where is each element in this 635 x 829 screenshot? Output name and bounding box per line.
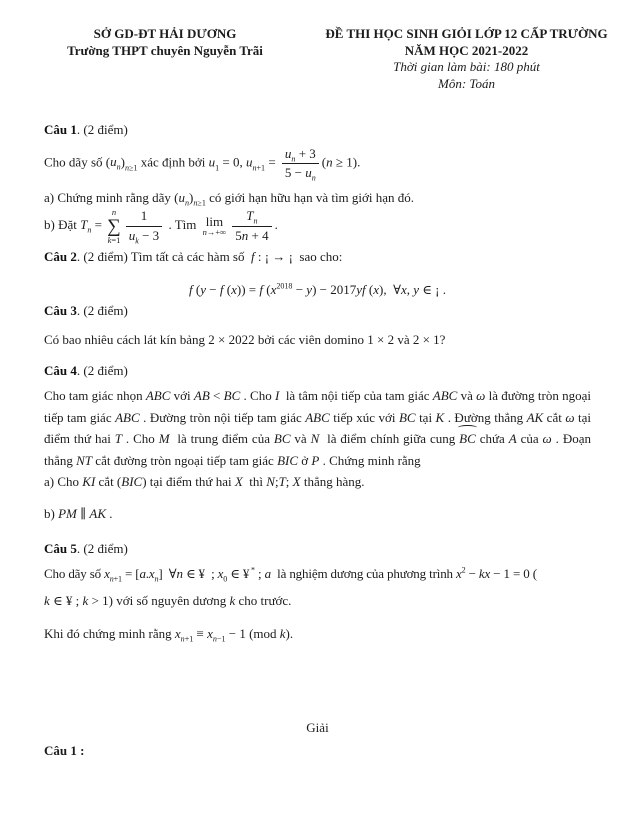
question-5-label: Câu 5 — [44, 540, 77, 556]
question-4-part-a: a) Cho KI cắt (BIC) tại điểm thứ hai X thì N;T; X thẳng hàng. — [44, 474, 365, 489]
question-4-label: Câu 4 — [44, 363, 77, 378]
question-3-points: . (2 điểm) — [76, 303, 128, 318]
question-1-heading — [44, 119, 591, 140]
exam-title: ĐỀ THI HỌC SINH GIỎI LỚP 12 CẤP TRƯỜNG — [325, 26, 608, 41]
question-2-heading — [44, 246, 591, 267]
question-1-part-b: b) Đặt $T_n$ = n ∑ k=1 $\frac{1}{u_k - 3}$ . Tìm lim n→+∞ $\frac{T_n}{5n + 4}$ . — [44, 207, 278, 246]
department-name: SỞ GD-ĐT HẢI DƯƠNG — [93, 26, 237, 41]
exam-body — [0, 119, 635, 761]
question-1-intro: Cho dãy số $(u_n)_{n\ge 1}$ xác định bởi $u_1 = 0$, $u_{n+1}$ = $\frac{u_n + 3}{5 - u_n}$ (n ≥ 1). — [44, 145, 361, 183]
question-5-points: . (2 điểm) — [76, 540, 128, 556]
question-4-statement: Cho tam giác nhọn ABC với AB < BC . Cho I là tâm nội tiếp của tam giác ABC và ω là đường tròn ngoại tiếp tam giác ABC . Đường tròn nội tiếp tam giác ABC tiếp xúc với BC tại K . Đường thẳng AK cắt ω tại điểm thứ hai T . Cho M là trung điểm của BC và N là điểm chính giữa cung BC chứa A của ω . Đoạn thẳng NT cắt đường tròn ngoại tiếp tam giác BIC ở P . Chứng minh rằng — [44, 388, 591, 468]
question-2-label: Câu 2 — [44, 249, 77, 264]
question-5-line-2: k ∈ ¥ ; k > 1) với số nguyên dương k cho trước. — [44, 592, 292, 608]
question-5-line-1: Cho dãy số $x_{n+1} = [a.x_n]$ ∀n ∈ ¥ ; $x_0$ ∈ ¥ * ; a là nghiệm dương của phương trình $x^2$ − kx − 1 = 0 ( — [44, 565, 537, 584]
document-header — [0, 0, 635, 93]
question-1-label: Câu 1 — [44, 121, 77, 137]
question-4-part-b: b) PM ∥ AK . — [44, 505, 113, 521]
question-3-label: Câu 3 — [44, 303, 77, 318]
exam-duration: Thời gian làm bài: 180 phút — [393, 59, 540, 75]
header-school-block — [22, 26, 308, 93]
header-exam-block — [308, 26, 625, 93]
exam-school-year: NĂM HỌC 2021-2022 — [404, 42, 529, 58]
question-4-points: . (2 điểm) — [76, 363, 128, 378]
question-3-heading — [44, 300, 591, 321]
question-1-points: . (2 điểm) — [76, 121, 128, 137]
question-1-part-a: a) Chứng minh rằng dãy $(u_n)_{n\ge 1}$ có giới hạn hữu hạn và tìm giới hạn đó. — [44, 190, 415, 208]
solution-section-label: Giải — [306, 719, 329, 735]
exam-subject: Môn: Toán — [438, 75, 495, 91]
question-4-heading — [44, 360, 591, 381]
question-2-equation: f (y − f (x)) = f $(x^{2018} - y) - 2017yf$ (x), ∀x, y ∈ ¡ . — [189, 281, 446, 297]
school-name: Trường THPT chuyên Nguyễn Trãi — [67, 42, 263, 58]
solution-question-1-label: Câu 1 : — [44, 742, 85, 758]
question-5-line-3: Khi đó chứng minh rằng $x_{n+1} \equiv x_{n-1} - 1$ (mod k). — [44, 625, 294, 644]
question-2-lead: . (2 điểm) Tìm tất cả các hàm số f : ¡ → ¡ sao cho: — [76, 249, 343, 264]
question-3-body: Có bao nhiêu cách lát kín bảng 2 × 2022 bởi các viên domino 1 × 2 và 2 × 1? — [44, 332, 446, 347]
question-5-heading — [44, 538, 591, 559]
